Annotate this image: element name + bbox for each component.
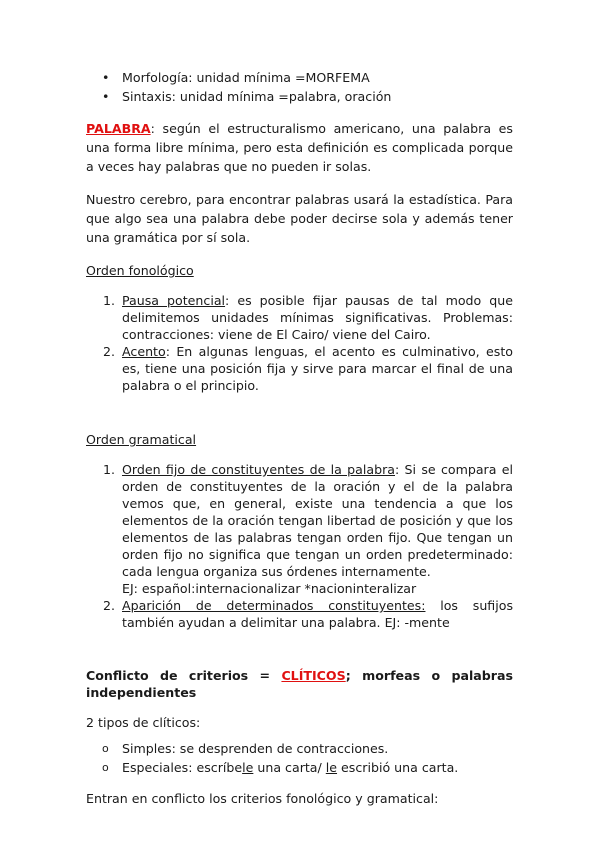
page-content — [86, 68, 513, 808]
orden-fonologico-heading: Orden fonológico — [86, 263, 194, 278]
tipos-intro: 2 tipos de clíticos: — [86, 715, 201, 730]
closing-paragraph: Entran en conflicto los criterios fonológico y gramatical: — [86, 791, 439, 806]
tipos-list — [86, 739, 513, 777]
palabra-paragraph: PALABRA: según el estructuralismo americano, una palabra es una forma libre mínima, pero esta definición es complicada porque a veces hay palabras que no pueden ir solas. — [86, 121, 513, 174]
circle-marker: o — [102, 761, 109, 774]
list-item: • Sintaxis: unidad mínima =palabra, oración — [102, 89, 392, 104]
bullet-marker: • — [102, 89, 110, 104]
orden-gramatical-list — [86, 461, 513, 631]
top-bullet-list — [86, 68, 513, 106]
list-item: o Simples: se desprenden de contracciones. — [102, 741, 389, 756]
cliticos-term: CLÍTICOS — [281, 668, 346, 683]
orden-gramatical-heading: Orden gramatical — [86, 432, 197, 447]
list-item: o Especiales: escríbele una carta/ le escribió una carta. — [102, 760, 459, 775]
palabra-term: PALABRA — [86, 121, 151, 136]
circle-marker: o — [102, 742, 109, 755]
conflicto-heading: Conflicto de criterios = CLÍTICOS; morfeas o palabras independientes — [86, 668, 514, 700]
list-item: 1. Pausa potencial: es posible fijar pausas de tal modo que delimitemos unidades mínimas significativas. Problemas: contracciones: viene de El Cairo/ viene del Cairo. — [103, 293, 513, 342]
list-item: 1. Orden fijo de constituyentes de la palabra: Si se compara el orden de constituyentes de la oración y el de la palabra vemos que, en general, existe una tendencia a que los elementos de la oración tengan libertad de posición y que los elementos de las palabras tengan orden fijo. Que tengan un orden fijo no significa que tengan un orden predeterminado: cada lengua organiza sus órdenes internamente. EJ: español:internacionalizar *nacioninteralizar — [103, 462, 513, 596]
list-item: 2. Aparición de determinados constituyentes: los sufijos también ayudan a delimitar una palabra. EJ: -mente — [103, 598, 514, 630]
cerebro-paragraph: Nuestro cerebro, para encontrar palabras usará la estadística. Para que algo sea una palabra debe poder decirse sola y además tener una gramática por sí sola. — [86, 192, 513, 245]
list-item: • Morfología: unidad mínima =MORFEMA — [102, 70, 370, 85]
list-item: 2. Acento: En algunas lenguas, el acento es culminativo, esto es, tiene una posición fija y sirve para marcar el final de una palabra o el principio. — [103, 344, 513, 393]
orden-fonologico-list — [86, 292, 513, 394]
bullet-marker: • — [102, 70, 110, 85]
